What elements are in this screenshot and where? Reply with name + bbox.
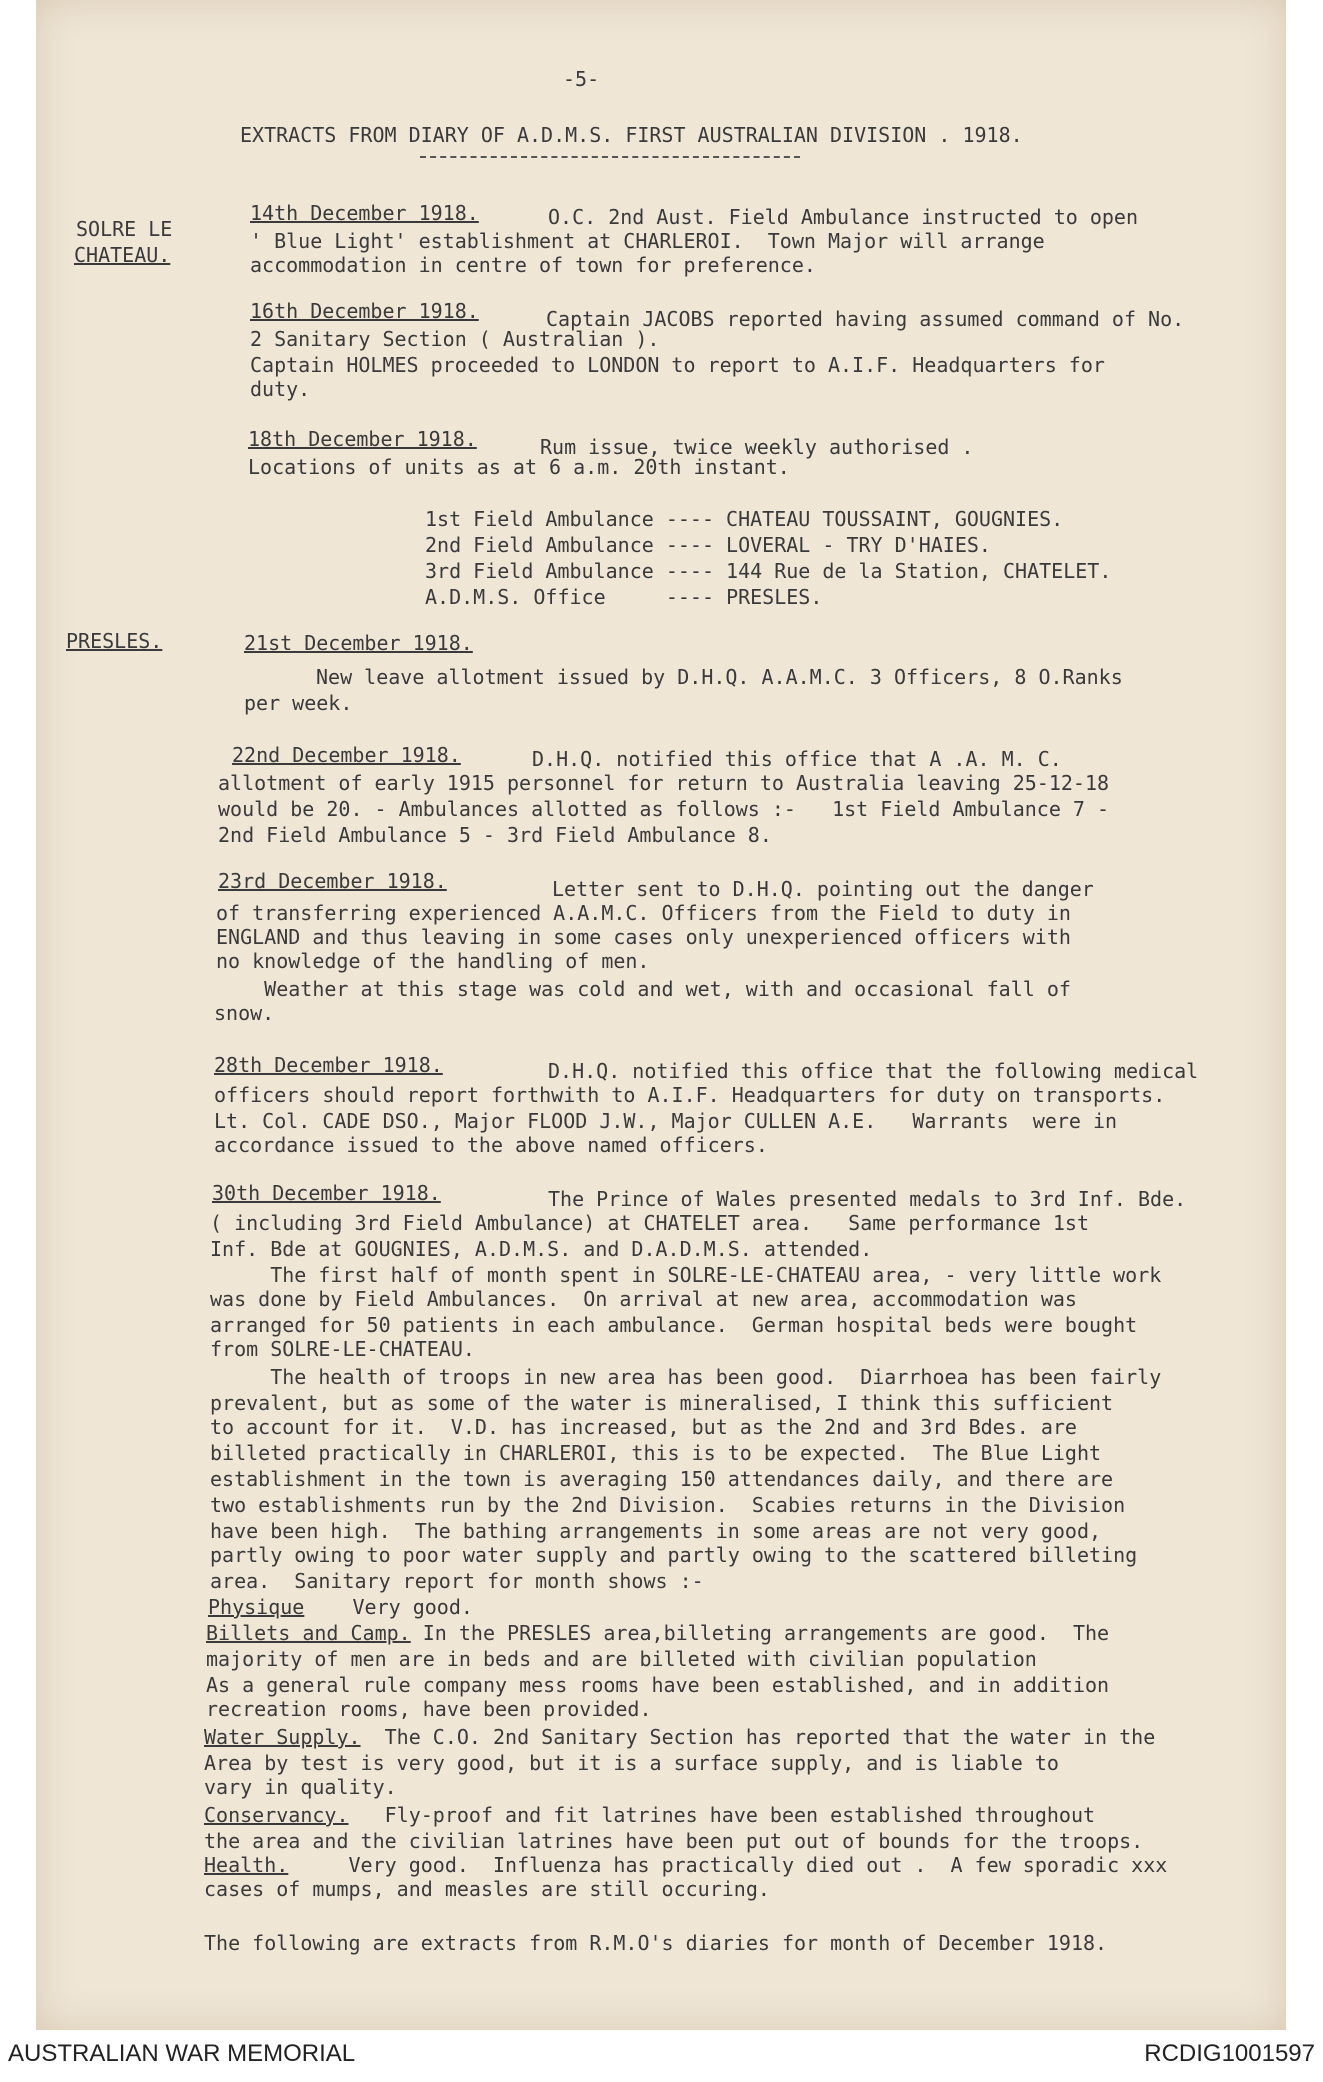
sanitary-text: majority of men are in beds and are billeted with civilian population: [206, 1647, 1037, 1671]
entry-text: duty.: [250, 377, 311, 401]
sanitary-text: cases of mumps, and measles are still occuring.: [204, 1877, 770, 1901]
sanitary-physique: Physique Very good.: [208, 1595, 473, 1619]
entry-date-14: 14th December 1918.: [250, 201, 479, 225]
entry-text: to account for it. V.D. has increased, but as the 2nd and 3rd Bdes. are: [210, 1415, 1077, 1439]
entry-text: from SOLRE-LE-CHATEAU.: [210, 1337, 475, 1361]
entry-text: Lt. Col. CADE DSO., Major FLOOD J.W., Major CULLEN A.E. Warrants were in: [214, 1109, 1118, 1133]
entry-text: establishment in the town is averaging 150 attendances daily, and there are: [210, 1467, 1114, 1491]
entry-text: arranged for 50 patients in each ambulance. German hospital beds were bought: [210, 1313, 1138, 1337]
entry-text: D.H.Q. notified this office that A .A. M. C.: [532, 747, 1062, 771]
entry-date-28: 28th December 1918.: [214, 1053, 443, 1077]
entry-text: D.H.Q. notified this office that the following medical: [548, 1059, 1199, 1083]
entry-date-23: 23rd December 1918.: [218, 869, 447, 893]
entry-text: area. Sanitary report for month shows :-: [210, 1569, 704, 1593]
entry-text: Letter sent to D.H.Q. pointing out the danger: [552, 877, 1094, 901]
entry-text: Captain JACOBS reported having assumed command of No.: [546, 307, 1185, 331]
closing-line: The following are extracts from R.M.O's diaries for month of December 1918.: [204, 1931, 1108, 1955]
entry-text: of transferring experienced A.A.M.C. Officers from the Field to duty in: [216, 901, 1071, 925]
entry-text: officers should report forthwith to A.I.F. Headquarters for duty on transports.: [214, 1083, 1166, 1107]
sanitary-text: As a general rule company mess rooms have been established, and in addition: [206, 1673, 1110, 1697]
sanitary-billets: Billets and Camp. In the PRESLES area,billeting arrangements are good. The: [206, 1621, 1110, 1645]
entry-text: two establishments run by the 2nd Division. Scabies returns in the Division: [210, 1493, 1126, 1517]
entry-text: no knowledge of the handling of men.: [216, 949, 650, 973]
sanitary-text: the area and the civilian latrines have been put out of bounds for the troops.: [204, 1829, 1144, 1853]
sanitary-text: recreation rooms, have been provided.: [206, 1697, 652, 1721]
entry-date-21: 21st December 1918.: [244, 631, 473, 655]
entry-text: The Prince of Wales presented medals to 3rd Inf. Bde.: [548, 1187, 1187, 1211]
entry-text: Inf. Bde at GOUGNIES, A.D.M.S. and D.A.D.M.S. attended.: [210, 1237, 873, 1261]
entry-text: accordance issued to the above named officers.: [214, 1133, 768, 1157]
entry-date-22: 22nd December 1918.: [232, 743, 461, 767]
title-rule: [420, 156, 800, 158]
entry-text: ENGLAND and thus leaving in some cases only unexperienced officers with: [216, 925, 1071, 949]
entry-text: O.C. 2nd Aust. Field Ambulance instructed to open: [548, 205, 1139, 229]
location-row: 1st Field Ambulance ---- CHATEAU TOUSSAINT, GOUGNIES.: [425, 507, 1064, 531]
page-title: EXTRACTS FROM DIARY OF A.D.M.S. FIRST AUSTRALIAN DIVISION . 1918.: [240, 123, 1023, 147]
entry-text: The first half of month spent in SOLRE-LE-CHATEAU area, - very little work: [210, 1263, 1162, 1287]
location-row: 2nd Field Ambulance ---- LOVERAL - TRY D'HAIES.: [425, 533, 991, 557]
entry-text: Captain HOLMES proceeded to LONDON to report to A.I.F. Headquarters for: [250, 353, 1105, 377]
entry-text: billeted practically in CHARLEROI, this is to be expected. The Blue Light: [210, 1441, 1102, 1465]
entry-date-30: 30th December 1918.: [212, 1181, 441, 1205]
entry-text: 2nd Field Ambulance 5 - 3rd Field Ambulance 8.: [218, 823, 772, 847]
footer-institution: AUSTRALIAN WAR MEMORIAL: [8, 2040, 356, 2067]
location-row: A.D.M.S. Office ---- PRESLES.: [425, 585, 823, 609]
entry-text: Rum issue, twice weekly authorised .: [540, 435, 974, 459]
entry-text: have been high. The bathing arrangements in some areas are not very good,: [210, 1519, 1102, 1543]
page-number: -5-: [563, 67, 600, 91]
entry-text: partly owing to poor water supply and partly owing to the scattered billeting: [210, 1543, 1138, 1567]
entry-date-16: 16th December 1918.: [250, 299, 479, 323]
entry-date-18: 18th December 1918.: [248, 427, 477, 451]
entry-text: Locations of units as at 6 a.m. 20th instant.: [248, 455, 790, 479]
sanitary-water: Water Supply. The C.O. 2nd Sanitary Section has reported that the water in the: [204, 1725, 1156, 1749]
entry-text: 2 Sanitary Section ( Australian ).: [250, 327, 660, 351]
location-row: 3rd Field Ambulance ---- 144 Rue de la Station, CHATELET.: [425, 559, 1112, 583]
footer-reference: RCDIG1001597: [1144, 2040, 1315, 2067]
entry-text: was done by Field Ambulances. On arrival at new area, accommodation was: [210, 1287, 1077, 1311]
entry-text: ( including 3rd Field Ambulance) at CHATELET area. Same performance 1st: [210, 1211, 1089, 1235]
entry-text: per week.: [244, 691, 353, 715]
sanitary-health: Health. Very good. Influenza has practically died out . A few sporadic xxx: [204, 1853, 1168, 1877]
entry-text: ' Blue Light' establishment at CHARLEROI. Town Major will arrange: [250, 229, 1045, 253]
margin-place-presles: PRESLES.: [66, 629, 163, 653]
entry-text: accommodation in centre of town for preference.: [250, 253, 816, 277]
entry-text: Weather at this stage was cold and wet, with and occasional fall of: [216, 977, 1071, 1001]
margin-place-solre-line1: SOLRE LE: [76, 217, 173, 241]
sanitary-text: vary in quality.: [204, 1775, 397, 1799]
unit-locations: [425, 506, 1111, 610]
entry-text: snow.: [214, 1001, 275, 1025]
sanitary-conservancy: Conservancy. Fly-proof and fit latrines have been established throughout: [204, 1803, 1096, 1827]
entry-text: The health of troops in new area has been good. Diarrhoea has been fairly: [210, 1365, 1162, 1389]
entry-text: allotment of early 1915 personnel for return to Australia leaving 25-12-18: [218, 771, 1110, 795]
entry-text: New leave allotment issued by D.H.Q. A.A.M.C. 3 Officers, 8 O.Ranks: [316, 665, 1123, 689]
entry-text: prevalent, but as some of the water is mineralised, I think this sufficient: [210, 1391, 1114, 1415]
margin-place-solre-line2: CHATEAU.: [74, 243, 171, 267]
sanitary-text: Area by test is very good, but it is a surface supply, and is liable to: [204, 1751, 1059, 1775]
entry-text: would be 20. - Ambulances allotted as follows :- 1st Field Ambulance 7 -: [218, 797, 1110, 821]
